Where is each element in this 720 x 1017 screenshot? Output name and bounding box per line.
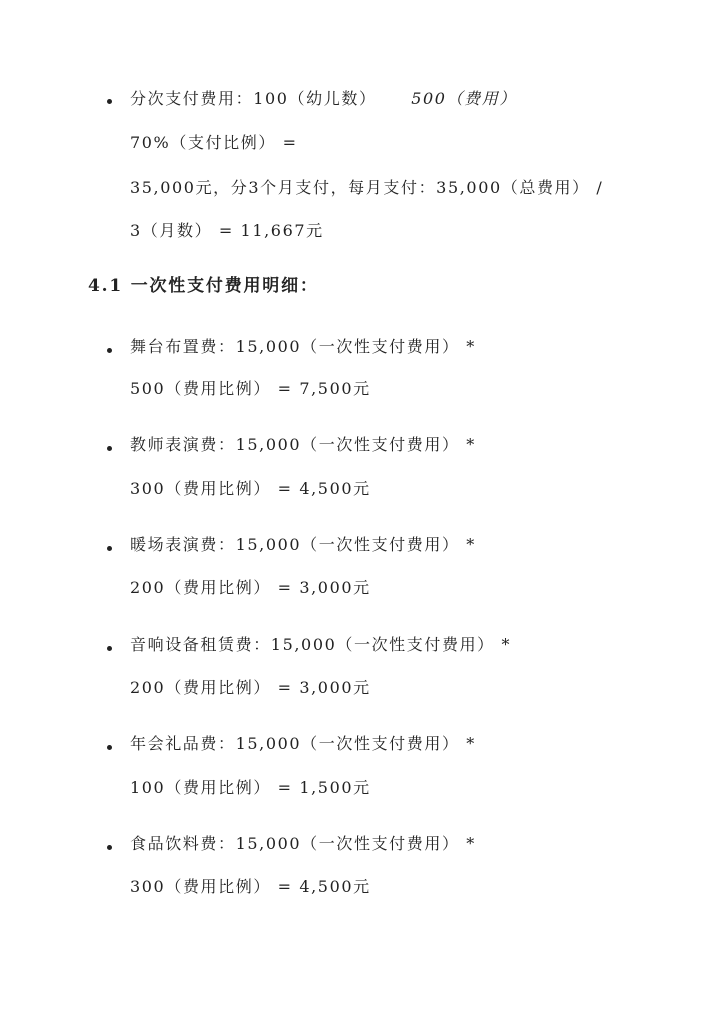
item-line-1: 暖场表演费：15,000（一次性支付费用） * [130, 535, 476, 554]
bullet-dot [107, 546, 112, 551]
item-line-2: 100（费用比例） = 1,500元 [130, 778, 371, 797]
item-line-1: 音响设备租赁费：15,000（一次性支付费用） * [130, 635, 512, 654]
item-line-1: 食品饮料费：15,000（一次性支付费用） * [130, 834, 476, 853]
item-line-1: 年会礼品费：15,000（一次性支付费用） * [130, 734, 476, 753]
installment-line-4: 3（月数） = 11,667元 [130, 221, 324, 240]
installment-text: 分次支付费用：100（幼儿数） [130, 89, 377, 108]
installment-line-2: 70%（支付比例） = [130, 133, 298, 152]
bullet-dot [107, 646, 112, 651]
item-line-2: 500（费用比例） = 7,500元 [130, 379, 371, 398]
item-line-2: 200（费用比例） = 3,000元 [130, 578, 371, 597]
bullet-dot [107, 745, 112, 750]
section-heading: 4.1 一次性支付费用明细： [88, 276, 319, 296]
bullet-dot [107, 446, 112, 451]
bullet-dot [107, 845, 112, 850]
item-line-2: 300（费用比例） = 4,500元 [130, 479, 371, 498]
item-line-2: 300（费用比例） = 4,500元 [130, 877, 371, 896]
item-line-1: 教师表演费：15,000（一次性支付费用） * [130, 435, 476, 454]
bullet-dot [107, 348, 112, 353]
installment-line-1 [130, 89, 517, 109]
bullet-dot [107, 99, 112, 104]
item-line-1: 舞台布置费：15,000（一次性支付费用） * [130, 337, 476, 356]
installment-italic-text: 500（费用） [411, 89, 517, 108]
installment-line-3: 35,000元，分3个月支付，每月支付：35,000（总费用） / [130, 178, 604, 197]
item-line-2: 200（费用比例） = 3,000元 [130, 678, 371, 697]
